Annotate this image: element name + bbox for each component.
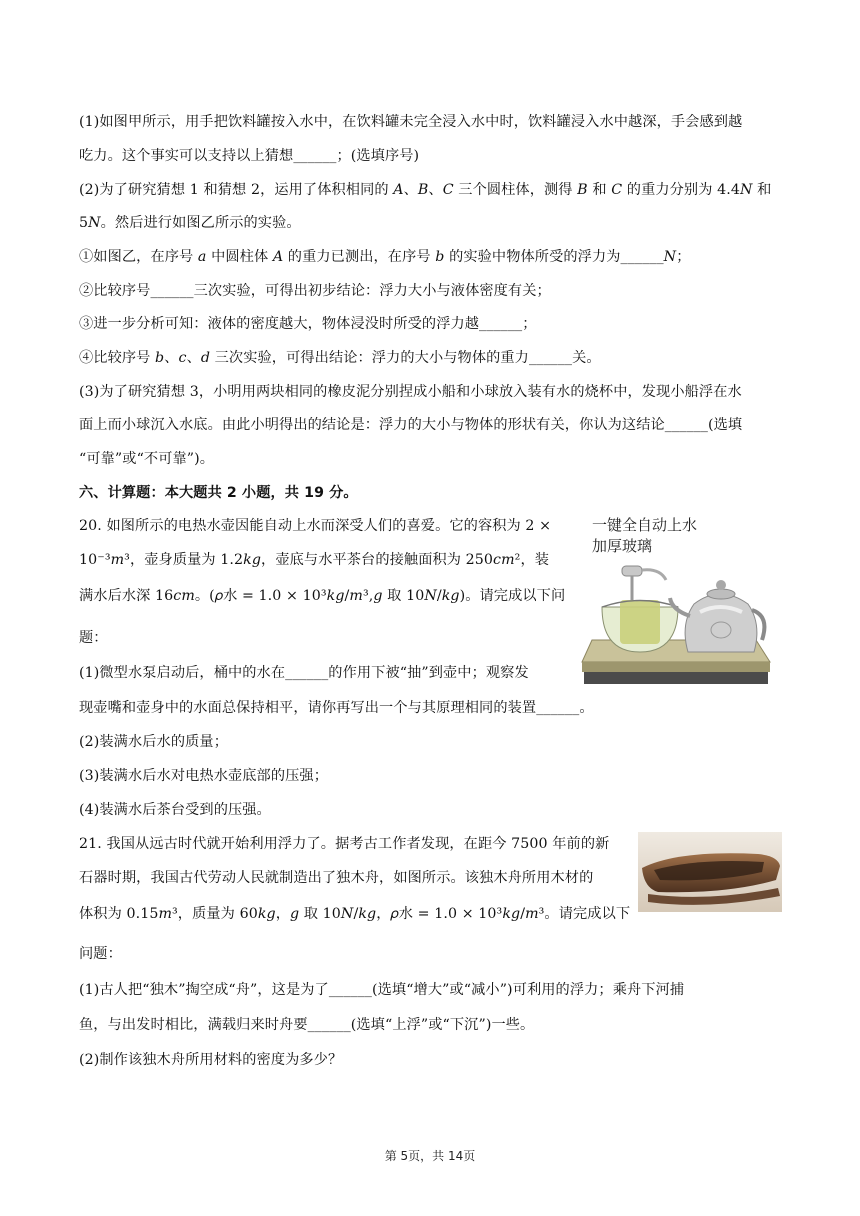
q19-part3-line1: (3)为了研究猜想 3，小明用两块相同的橡皮泥分别捏成小船和小球放入装有水的烧杯中，发现小船浮在水 — [79, 384, 742, 400]
q21-stem-line2: 石器时期，我国古代劳动人民就制造出了独木舟，如图所示。该独木舟所用木材的 — [79, 870, 594, 886]
q20-stem-line1: 20. 如图所示的电热水壶因能自动上水而深受人们的喜爱。它的容积为 2 × — [79, 518, 552, 534]
q20-part2: (2)装满水后水的质量； — [79, 734, 228, 750]
q20-part4: (4)装满水后茶台受到的压强。 — [79, 802, 271, 818]
q20-part1-line2: 现壶嘴和壶身中的水面总保持相平，请你再写出一个与其原理相同的装置______。 — [79, 700, 594, 716]
q19-sub2: ②比较序号______三次实验，可得出初步结论：浮力大小与液体密度有关； — [79, 283, 551, 299]
kettle-caption-line1: 一键全自动上水 — [592, 516, 698, 534]
q21-stem-line4: 问题： — [79, 946, 122, 962]
q21-part1-line1: (1)古人把“独木”掏空成“舟”，这是为了______(选填“增大”或“减小”)可利用的浮力；乘舟下河捕 — [79, 982, 685, 998]
kettle-image — [580, 512, 780, 692]
q20-stem-line3: 满水后水深 16𝑐𝑚。(𝜌水 = 1.0 × 10³𝑘𝑔/𝑚³,𝑔 取 10𝑁/𝑘𝑔)。请完成以下问 — [79, 588, 566, 604]
q19-part3-line2: 面上而小球沉入水底。由此小明得出的结论是：浮力的大小与物体的形状有关，你认为这结论______(选填 — [79, 417, 743, 433]
page-footer: 第 5页，共 14页 — [384, 1149, 476, 1163]
q20-stem-line2: 10⁻³𝑚³，壶身质量为 1.2𝑘𝑔，壶底与水平茶台的接触面积为 250𝑐𝑚²，装 — [79, 552, 550, 568]
q20-part1-line1: (1)微型水泵启动后，桶中的水在______的作用下被“抽”到壶中；观察发 — [79, 665, 529, 681]
q20-part3: (3)装满水后水对电热水壶底部的压强； — [79, 768, 328, 784]
q21-part1-line2: 鱼，与出发时相比，满载归来时舟要______(选填“上浮”或“下沉”)一些。 — [79, 1017, 535, 1033]
q19-sub3: ③进一步分析可知：液体的密度越大，物体浸没时所受的浮力越______； — [79, 316, 537, 332]
q19-part1-line2: 吃力。这个事实可以支持以上猜想______；(选填序号) — [79, 148, 420, 164]
canoe-figure — [638, 832, 782, 912]
section-heading: 六、计算题：本大题共 2 小题，共 19 分。 — [79, 485, 358, 501]
q19-part1-line1: (1)如图甲所示，用手把饮料罐按入水中，在饮料罐未完全浸入水中时，饮料罐浸入水中越深，手会感到越 — [79, 114, 743, 130]
q19-part2-line1: (2)为了研究猜想 1 和猜想 2，运用了体积相同的 𝐴、𝐵、𝐶 三个圆柱体，测得 𝐵 和 𝐶 的重力分别为 4.4𝑁 和 — [79, 182, 772, 198]
q21-stem-line1: 21. 我国从远古时代就开始利用浮力了。据考古工作者发现，在距今 7500 年前的新 — [79, 836, 610, 852]
q19-part3-line3: “可靠”或“不可靠”)。 — [79, 451, 215, 467]
q19-sub4: ④比较序号 𝑏、𝑐、𝑑 三次实验，可得出结论：浮力的大小与物体的重力______关。 — [79, 350, 601, 366]
q19-part2-line2: 5𝑁。然后进行如图乙所示的实验。 — [79, 215, 301, 231]
q21-stem-line3: 体积为 0.15𝑚³，质量为 60𝑘𝑔，𝑔 取 10𝑁/𝑘𝑔，𝜌水 = 1.0 × 10³𝑘𝑔/𝑚³。请完成以下 — [79, 906, 631, 922]
kettle-caption-line2: 加厚玻璃 — [592, 537, 653, 555]
kettle-figure — [580, 512, 780, 692]
canoe-image — [638, 832, 782, 912]
q21-part2: (2)制作该独木舟所用材料的密度为多少？ — [79, 1052, 343, 1068]
q20-stem-line4: 题： — [79, 630, 108, 646]
q19-sub1: ①如图乙，在序号 𝑎 中圆柱体 𝐴 的重力已测出，在序号 𝑏 的实验中物体所受的浮力为______𝑁； — [79, 249, 691, 265]
